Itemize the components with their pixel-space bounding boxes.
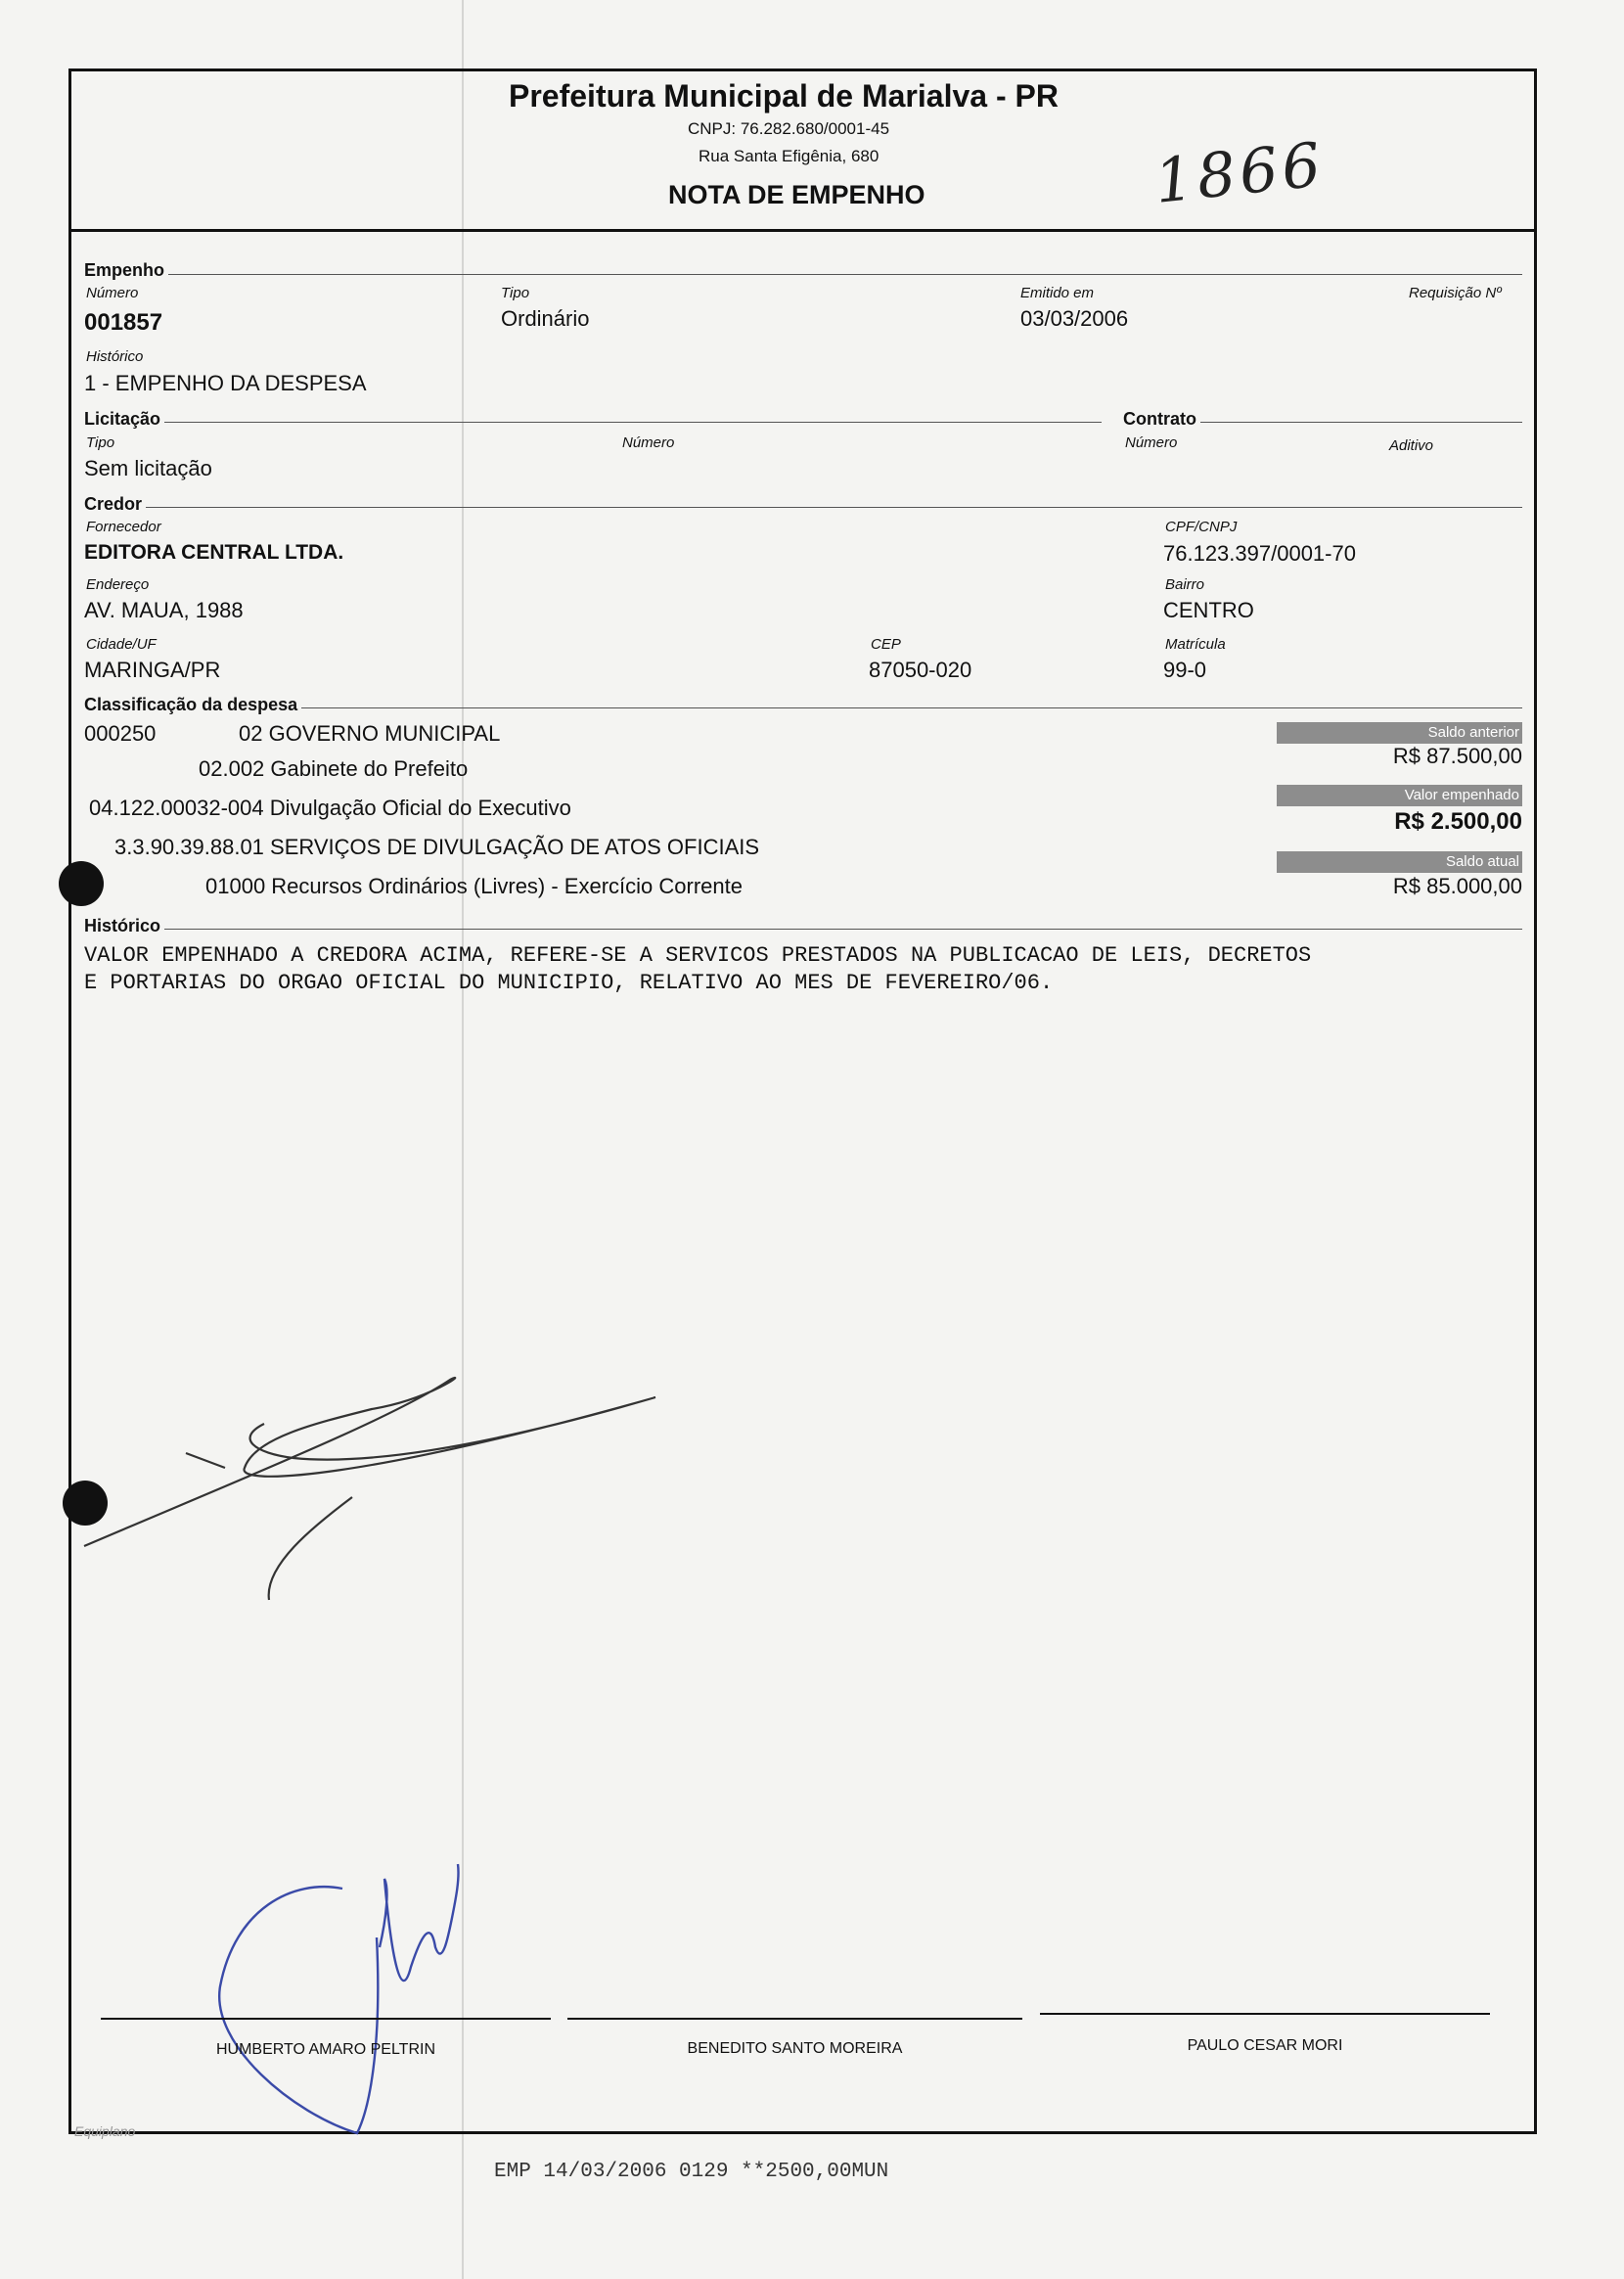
signature-scribble-mid [84, 1378, 655, 1600]
classificacao-line4: 3.3.90.39.88.01 SERVIÇOS DE DIVULGAÇÃO DE ATOS OFICIAIS [114, 835, 760, 859]
signature-line-2 [567, 2018, 1022, 2020]
cnpj-text: CNPJ: 76.282.680/0001-45 [688, 119, 890, 138]
classificacao-code: 000250 [84, 721, 157, 746]
requisicao-label: Requisição Nº [1409, 285, 1502, 301]
handwritten-number: 1866 [1150, 128, 1329, 217]
fornecedor-label: Fornecedor [86, 519, 161, 535]
licitacao-tipo-label: Tipo [86, 434, 115, 451]
valor-empenhado-value: R$ 2.500,00 [1394, 808, 1522, 835]
credor-section-title: Credor [84, 494, 146, 515]
saldo-anterior-label: Saldo anterior [1277, 722, 1522, 744]
endereco-value: AV. MAUA, 1988 [84, 598, 244, 622]
cep-label: CEP [871, 636, 901, 653]
historico-section-title: Histórico [84, 916, 164, 936]
empenho-numero: 001857 [84, 309, 163, 336]
classificacao-line2: 02.002 Gabinete do Prefeito [199, 756, 469, 781]
signature-name-2: BENEDITO SANTO MOREIRA [687, 2040, 903, 2057]
licitacao-numero-label: Número [622, 434, 675, 451]
classificacao-section-title: Classificação da despesa [84, 695, 301, 715]
empenho-numero-label: Número [86, 285, 139, 301]
signature-loop-bottom [219, 1864, 458, 2133]
fornecedor-value: EDITORA CENTRAL LTDA. [84, 541, 344, 564]
signature-name-3: PAULO CESAR MORI [1187, 2037, 1343, 2054]
contrato-section-title: Contrato [1123, 409, 1200, 430]
contrato-aditivo-label: Aditivo [1389, 437, 1434, 454]
historico-line1: VALOR EMPENHADO A CREDORA ACIMA, REFERE-SE A SERVICOS PRESTADOS NA PUBLICACAO DE LEIS, DECRETOS [84, 943, 1312, 968]
classificacao-line3: 04.122.00032-004 Divulgação Oficial do Executivo [89, 796, 571, 820]
cpf-label: CPF/CNPJ [1165, 519, 1238, 535]
endereco-label: Endereço [86, 576, 150, 593]
emitido-label: Emitido em [1020, 285, 1095, 301]
saldo-atual-value: R$ 85.000,00 [1392, 874, 1522, 898]
bairro-label: Bairro [1165, 576, 1205, 593]
matricula-label: Matrícula [1165, 636, 1226, 653]
address-text: Rua Santa Efigênia, 680 [699, 147, 880, 165]
empenho-tipo-label: Tipo [501, 285, 530, 301]
licitacao-section-title: Licitação [84, 409, 164, 430]
signature-name-1: HUMBERTO AMARO PELTRIN [215, 2041, 436, 2058]
page-title: Prefeitura Municipal de Marialva - PR [509, 78, 1059, 114]
saldo-anterior-value: R$ 87.500,00 [1392, 744, 1522, 768]
cidade-label: Cidade/UF [86, 636, 157, 653]
emitido-date: 03/03/2006 [1020, 306, 1129, 331]
empenho-historico: 1 - EMPENHO DA DESPESA [84, 371, 367, 395]
cep-value: 87050-020 [869, 658, 972, 682]
empenho-historico-label: Histórico [86, 348, 144, 365]
cpf-value: 76.123.397/0001-70 [1163, 541, 1356, 566]
document-title: NOTA DE EMPENHO [668, 180, 925, 209]
cidade-value: MARINGA/PR [84, 658, 221, 682]
classificacao-line1: 02 GOVERNO MUNICIPAL [239, 721, 501, 746]
bairro-value: CENTRO [1163, 598, 1254, 622]
historico-line2: E PORTARIAS DO ORGAO OFICIAL DO MUNICIPIO, RELATIVO AO MES DE FEVEREIRO/06. [84, 971, 1054, 995]
classificacao-line5: 01000 Recursos Ordinários (Livres) - Exercício Corrente [205, 874, 743, 898]
software-watermark: Equiplano [74, 2123, 136, 2139]
matricula-value: 99-0 [1163, 658, 1207, 682]
signature-line-3 [1040, 2013, 1490, 2015]
mechanical-stamp: EMP 14/03/2006 0129 **2500,00MUN [494, 2161, 889, 2183]
licitacao-tipo: Sem licitação [84, 456, 212, 480]
valor-empenhado-label: Valor empenhado [1277, 785, 1522, 806]
saldo-atual-label: Saldo atual [1277, 851, 1522, 873]
signature-line-1 [101, 2018, 551, 2020]
empenho-section-title: Empenho [84, 260, 168, 281]
empenho-tipo: Ordinário [501, 306, 590, 331]
contrato-numero-label: Número [1125, 434, 1178, 451]
